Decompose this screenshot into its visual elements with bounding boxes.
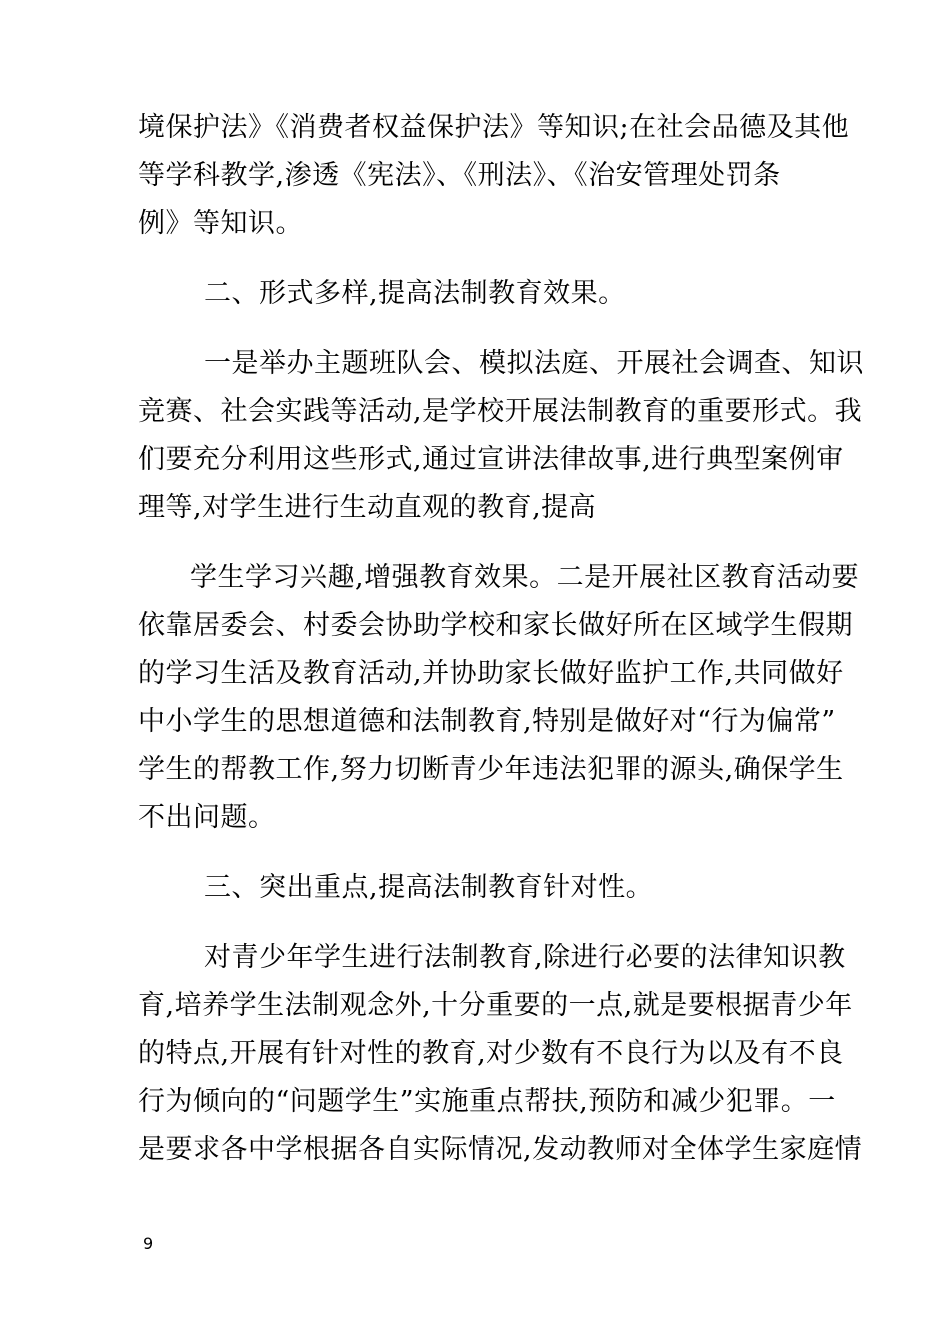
text-line: 例》等知识。 — [138, 208, 303, 239]
text-line: 竞赛、社会实践等活动,是学校开展法制教育的重要形式。我 — [138, 396, 863, 427]
text-line: 行为倾向的“问题学生”实施重点帮扶,预防和减少犯罪。一 — [138, 1086, 836, 1117]
text-line: 对青少年学生进行法制教育,除进行必要的法律知识教 — [204, 942, 846, 973]
section-heading: 二、形式多样,提高法制教育效果。 — [204, 278, 626, 309]
text-line: 学生的帮教工作,努力切断青少年违法犯罪的源头,确保学生 — [138, 754, 844, 785]
text-line: 是要求各中学根据各自实际情况,发动教师对全体学生家庭情 — [138, 1134, 863, 1165]
text-line: 依靠居委会、村委会协助学校和家长做好所在区域学生假期 — [138, 610, 853, 641]
text-line: 等学科教学,渗透《宪法》、《刑法》、《治安管理处罚条 — [138, 160, 781, 191]
text-line: 不出问题。 — [138, 802, 276, 833]
text-line: 学生学习兴趣,增强教育效果。二是开展社区教育活动要 — [190, 562, 860, 593]
text-line: 一是举办主题班队会、模拟法庭、开展社会调查、知识 — [204, 348, 864, 379]
text-line: 中小学生的思想道德和法制教育,特别是做好对“行为偏常” — [138, 706, 836, 737]
text-line: 的学习生活及教育活动,并协助家长做好监护工作,共同做好 — [138, 658, 844, 689]
section-heading: 三、突出重点,提高法制教育针对性。 — [204, 872, 654, 903]
text-line: 境保护法》《消费者权益保护法》等知识;在社会品德及其他 — [138, 112, 850, 143]
text-line: 的特点,开展有针对性的教育,对少数有不良行为以及有不良 — [138, 1038, 844, 1069]
text-line: 理等,对学生进行生动直观的教育,提高 — [138, 492, 597, 523]
text-line: 们要充分利用这些形式,通过宣讲法律故事,进行典型案例审 — [138, 444, 844, 475]
page-number: 9 — [143, 1234, 154, 1253]
text-line: 育,培养学生法制观念外,十分重要的一点,就是要根据青少年 — [138, 990, 853, 1021]
